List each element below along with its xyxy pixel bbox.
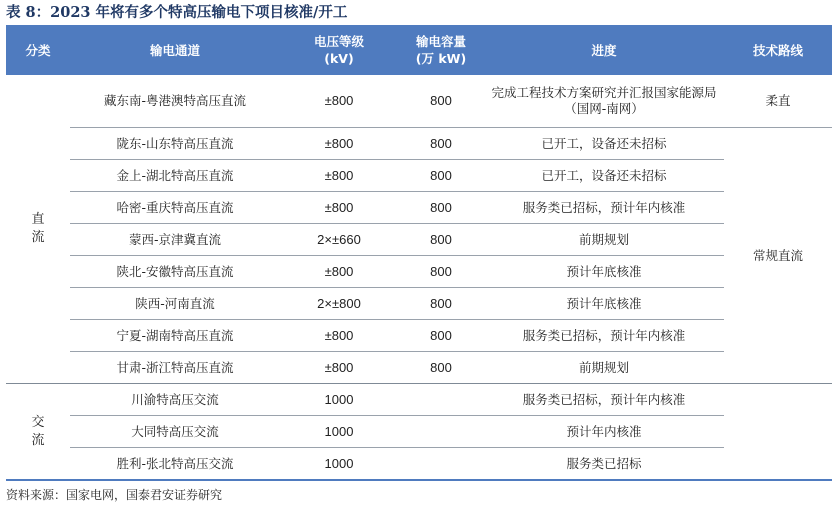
- table-row: [6, 128, 832, 160]
- capacity-cell: 800: [398, 320, 484, 352]
- capacity-cell: [398, 384, 484, 416]
- header-category: 分类: [6, 25, 70, 75]
- progress-cell: 预计年底核准: [484, 256, 724, 288]
- voltage-cell: ±800: [280, 75, 398, 128]
- channel-cell: 陇东-山东特高压直流: [70, 128, 280, 160]
- capacity-cell: 800: [398, 160, 484, 192]
- channel-cell: 陕西-河南直流: [70, 288, 280, 320]
- table-row: [6, 224, 832, 256]
- tech-cell-ac-empty: [724, 384, 832, 481]
- channel-cell: 哈密-重庆特高压直流: [70, 192, 280, 224]
- progress-cell: 预计年底核准: [484, 288, 724, 320]
- capacity-cell: 800: [398, 256, 484, 288]
- capacity-cell: 800: [398, 128, 484, 160]
- header-voltage-line1: 电压等级: [313, 34, 364, 49]
- table-row: [6, 416, 832, 448]
- channel-cell: 胜利-张北特高压交流: [70, 448, 280, 481]
- channel-cell: 藏东南-粤港澳特高压直流: [70, 75, 280, 128]
- progress-cell: 已开工，设备还未招标: [484, 128, 724, 160]
- header-voltage: [280, 25, 398, 75]
- capacity-cell: 800: [398, 75, 484, 128]
- table-row: [6, 256, 832, 288]
- voltage-cell: 1000: [280, 416, 398, 448]
- projects-table: [6, 25, 832, 481]
- header-voltage-line2: (kV): [324, 51, 354, 66]
- capacity-cell: [398, 448, 484, 481]
- progress-cell: 服务类已招标，预计年内核准: [484, 320, 724, 352]
- channel-cell: 蒙西-京津冀直流: [70, 224, 280, 256]
- header-tech: 技术路线: [724, 25, 832, 75]
- voltage-cell: ±800: [280, 352, 398, 384]
- header-channel: 输电通道: [70, 25, 280, 75]
- progress-cell: 预计年内核准: [484, 416, 724, 448]
- capacity-cell: 800: [398, 192, 484, 224]
- voltage-cell: 1000: [280, 384, 398, 416]
- table-row: [6, 320, 832, 352]
- category-cell-dc: [6, 75, 70, 384]
- header-capacity-line2: (万 kW): [415, 51, 467, 66]
- source-note: 资料来源：国家电网，国泰君安证券研究: [6, 488, 223, 502]
- progress-cell: 前期规划: [484, 352, 724, 384]
- channel-cell: 金上-湖北特高压直流: [70, 160, 280, 192]
- table-row: [6, 448, 832, 481]
- progress-cell: 服务类已招标: [484, 448, 724, 481]
- channel-cell: 陕北-安徽特高压直流: [70, 256, 280, 288]
- table-row: [6, 288, 832, 320]
- progress-cell: 前期规划: [484, 224, 724, 256]
- table-row: [6, 384, 832, 416]
- category-label-dc: 直流: [31, 212, 45, 245]
- capacity-cell: 800: [398, 224, 484, 256]
- category-cell-ac: [6, 384, 70, 481]
- tech-cell-flexible: 柔直: [724, 75, 832, 128]
- voltage-cell: ±800: [280, 192, 398, 224]
- voltage-cell: ±800: [280, 160, 398, 192]
- table-row: [6, 160, 832, 192]
- channel-cell: 大同特高压交流: [70, 416, 280, 448]
- category-label-ac: 交流: [31, 414, 45, 448]
- header-capacity-line1: 输电容量: [415, 34, 466, 49]
- progress-cell: 服务类已招标，预计年内核准: [484, 384, 724, 416]
- voltage-cell: 2×±800: [280, 288, 398, 320]
- channel-cell: 川渝特高压交流: [70, 384, 280, 416]
- progress-cell: 已开工，设备还未招标: [484, 160, 724, 192]
- voltage-cell: ±800: [280, 128, 398, 160]
- voltage-cell: ±800: [280, 256, 398, 288]
- channel-cell: 宁夏-湖南特高压直流: [70, 320, 280, 352]
- capacity-cell: 800: [398, 288, 484, 320]
- table-row: [6, 75, 832, 128]
- header-capacity: [398, 25, 484, 75]
- table-row: [6, 352, 832, 384]
- progress-cell: 完成工程技术方案研究并汇报国家能源局（国网-南网）: [484, 75, 724, 128]
- progress-cell: 服务类已招标，预计年内核准: [484, 192, 724, 224]
- capacity-cell: 800: [398, 352, 484, 384]
- voltage-cell: 1000: [280, 448, 398, 481]
- voltage-cell: 2×±660: [280, 224, 398, 256]
- table-title: 表 8：2023 年将有多个特高压输电下项目核准/开工: [6, 4, 348, 21]
- channel-cell: 甘肃-浙江特高压直流: [70, 352, 280, 384]
- voltage-cell: ±800: [280, 320, 398, 352]
- header-progress: 进度: [484, 25, 724, 75]
- table-row: [6, 192, 832, 224]
- capacity-cell: [398, 416, 484, 448]
- tech-cell-conventional: 常规直流: [724, 128, 832, 384]
- header-row: [6, 25, 832, 75]
